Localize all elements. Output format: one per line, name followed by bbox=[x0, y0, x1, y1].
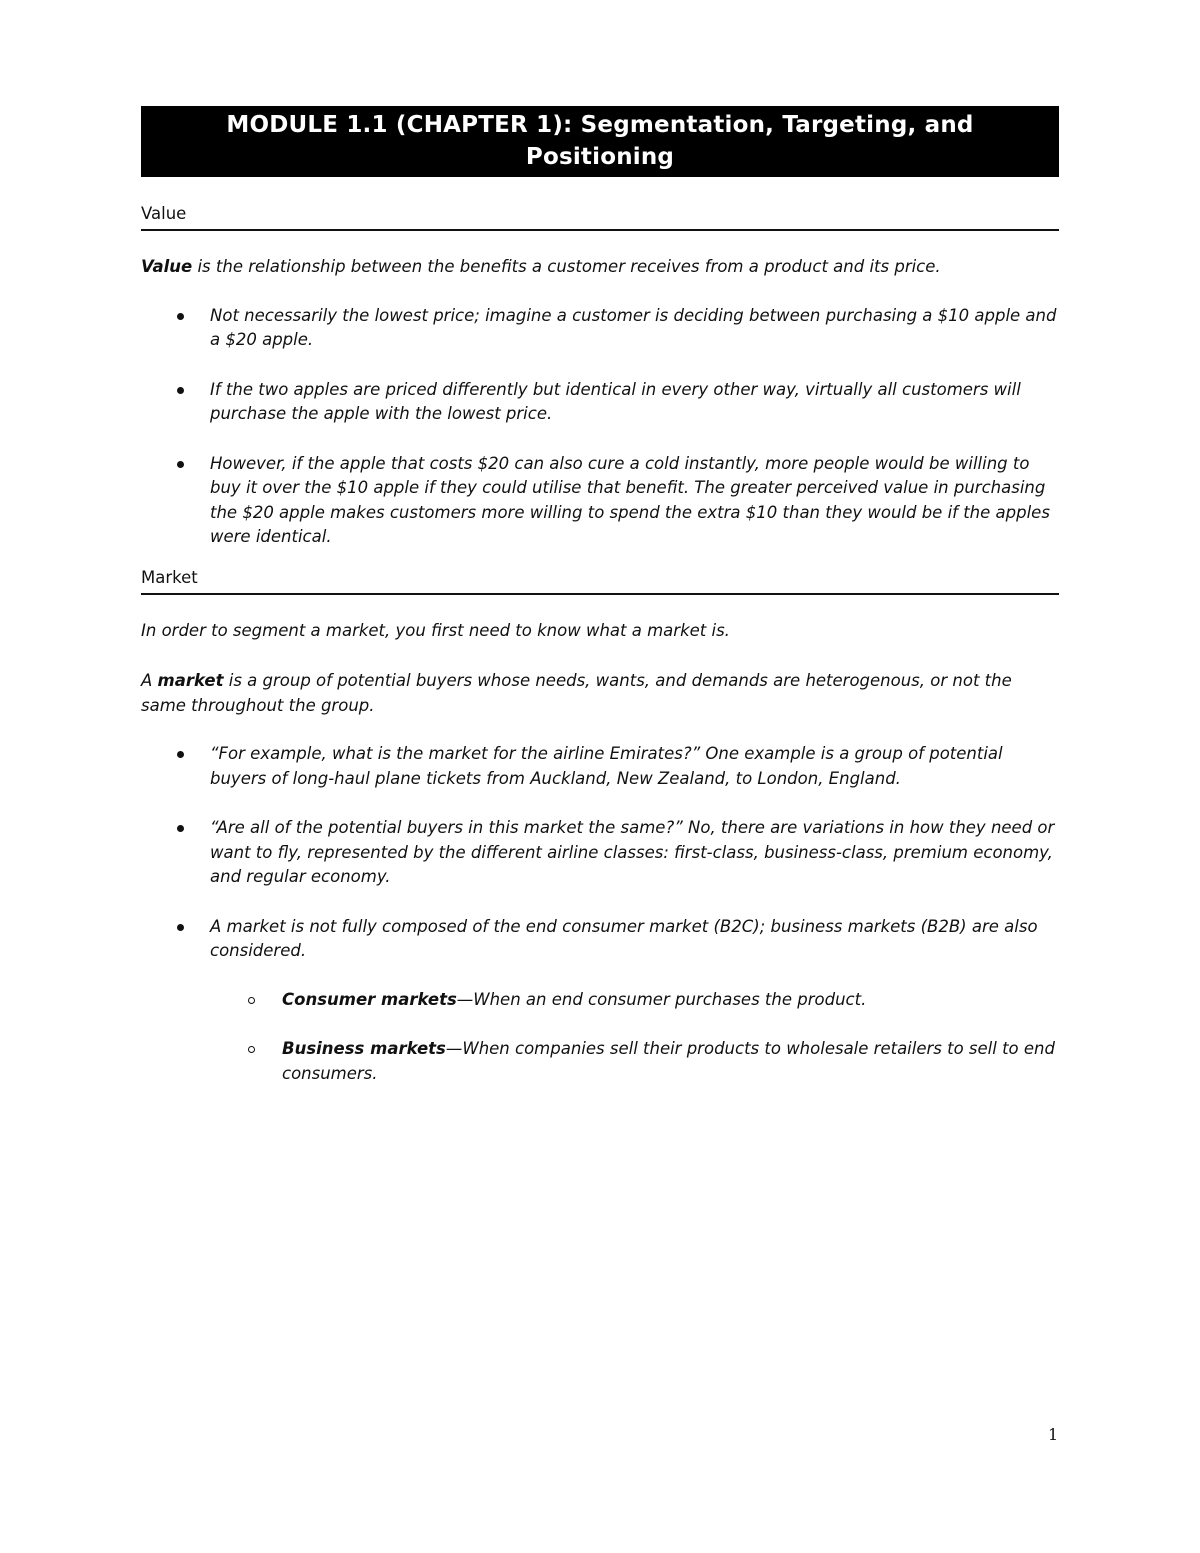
bullet-text: Not necessarily the lowest price; imagine a customer is deciding between purchasing a $10 apple and a $20 apple. bbox=[210, 305, 1057, 349]
hollow-bullet-icon bbox=[248, 997, 255, 1004]
bullet-icon bbox=[177, 924, 184, 931]
document-page bbox=[141, 106, 1059, 1111]
sub-bullet-text: —When an end consumer purchases the product. bbox=[456, 989, 867, 1009]
sub-bullet-term: Consumer markets bbox=[282, 989, 457, 1009]
page-number: 1 bbox=[1048, 1425, 1059, 1444]
list-item bbox=[210, 915, 1059, 1087]
bullet-text: If the two apples are priced differently but identical in every other way, virtually all customers will purchase the apple with the lowest price. bbox=[210, 379, 1021, 423]
bullet-text: “For example, what is the market for the airline Emirates?” One example is a group of potential buyers of long-haul plane tickets from Auckland, New Zealand, to London, England. bbox=[210, 744, 1003, 788]
value-definition-text: is the relationship between the benefits a customer receives from a product and its price. bbox=[192, 257, 941, 276]
market-term: market bbox=[157, 671, 224, 690]
list-item bbox=[210, 304, 1059, 353]
bullet-icon bbox=[177, 825, 184, 832]
list-item bbox=[210, 742, 1059, 791]
bullet-icon bbox=[177, 313, 184, 320]
section-heading-value: Value bbox=[141, 204, 1059, 231]
bullet-text: A market is not fully composed of the end consumer market (B2C); business markets (B2B) are also considered. bbox=[210, 916, 1038, 960]
bullet-icon bbox=[177, 751, 184, 758]
bullet-text: “Are all of the potential buyers in this market the same?” No, there are variations in how they need or want to fly, represented by the different airline classes: first-class, business-class, premium economy, and regular economy. bbox=[210, 818, 1055, 886]
hollow-bullet-icon bbox=[248, 1046, 255, 1053]
market-intro: In order to segment a market, you first need to know what a market is. bbox=[141, 620, 730, 640]
list-item bbox=[210, 378, 1059, 427]
value-definition bbox=[141, 255, 1059, 280]
bullet-icon bbox=[177, 461, 184, 468]
sub-list-item bbox=[282, 988, 1059, 1013]
market-bullet-list bbox=[141, 742, 1059, 1086]
list-item bbox=[210, 452, 1059, 550]
section-heading-market: Market bbox=[141, 568, 1059, 595]
value-term: Value bbox=[141, 257, 193, 276]
module-title: MODULE 1.1 (CHAPTER 1): Segmentation, Targeting, and Positioning bbox=[141, 106, 1059, 177]
bullet-icon bbox=[177, 387, 184, 394]
market-sub-bullet-list bbox=[210, 988, 1059, 1087]
market-definition-prefix: A bbox=[141, 671, 158, 690]
value-bullet-list bbox=[141, 304, 1059, 550]
market-definition-text: is a group of potential buyers whose needs, wants, and demands are heterogenous, or not the same throughout the group. bbox=[141, 671, 1012, 715]
sub-bullet-term: Business markets bbox=[282, 1039, 446, 1058]
sub-list-item bbox=[282, 1037, 1059, 1086]
list-item bbox=[210, 816, 1059, 890]
bullet-text: However, if the apple that costs $20 can also cure a cold instantly, more people would be willing to buy it over the $10 apple if they could utilise that benefit. The greater perceived value in purchasing the $20 apple makes customers more willing to spend the extra $10 than they would be if the apples were identical. bbox=[210, 453, 1050, 546]
market-definition bbox=[141, 669, 1059, 718]
sub-bullet-text: —When companies sell their products to wholesale retailers to sell to end consumers. bbox=[282, 1039, 1055, 1083]
